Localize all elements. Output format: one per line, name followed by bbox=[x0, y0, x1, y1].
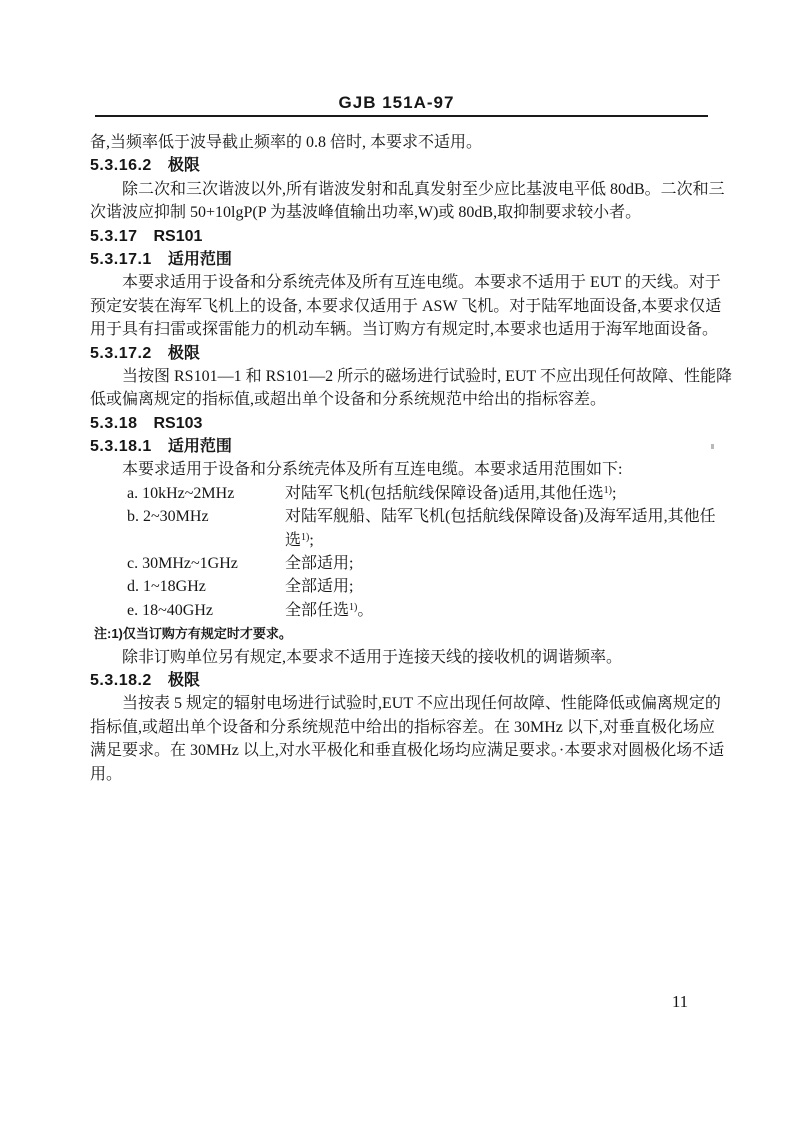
paragraph-line: 低或偏离规定的指标值,或超出单个设备和分系统规范中给出的指标容差。 bbox=[90, 391, 607, 409]
section-title: RS103 bbox=[153, 414, 203, 432]
footnote: 注:1)仅当订购方有规定时才要求。 bbox=[94, 626, 292, 642]
paragraph-line: 除非订购单位另有规定,本要求不适用于连接天线的接收机的调谐频率。 bbox=[122, 648, 623, 666]
section-number: 5.3.17 bbox=[90, 227, 138, 245]
list-item-b bbox=[90, 505, 714, 552]
footnote-marker: 1) bbox=[301, 531, 310, 543]
list-item-e bbox=[90, 599, 714, 622]
section-heading-5-3-16-2 bbox=[90, 154, 714, 177]
section-heading-5-3-17-2 bbox=[90, 342, 714, 365]
section-title: 适用范围 bbox=[167, 250, 232, 268]
section-number: 5.3.17.1 bbox=[90, 250, 152, 268]
list-item-term: c. 30MHz~1GHz bbox=[127, 555, 238, 573]
list-item-desc-line2 bbox=[285, 529, 716, 552]
list-item-desc-tail: 。 bbox=[357, 601, 374, 619]
list-item-desc: 全部适用; bbox=[285, 578, 354, 596]
footnote-marker: 1) bbox=[349, 601, 358, 613]
paragraph-line: 当按图 RS101—1 和 RS101—2 所示的磁场进行试验时, EUT 不应出现任何故障、性能降 bbox=[122, 367, 732, 385]
section-heading-5-3-18-1 bbox=[90, 435, 714, 458]
list-item-term: e. 18~40GHz bbox=[127, 601, 213, 619]
list-item-desc: 全部适用; bbox=[285, 555, 354, 573]
section-heading-5-3-17 bbox=[90, 225, 714, 248]
paragraph-line: 预定安装在海军飞机上的设备, 本要求仅适用于 ASW 飞机。对于陆军地面设备,本要求仅适 bbox=[90, 297, 722, 315]
section-number: 5.3.16.2 bbox=[90, 157, 152, 175]
list-item-desc-line1: 对陆军舰船、陆军飞机(包括航线保障设备)及海军适用,其他任 bbox=[285, 508, 716, 526]
section-heading-5-3-18-2 bbox=[90, 669, 714, 692]
section-title: 适用范围 bbox=[167, 438, 232, 456]
paragraph-line: 用于具有扫雷或探雷能力的机动车辆。当订购方有规定时,本要求也适用于海军地面设备。 bbox=[90, 321, 719, 339]
page-body bbox=[90, 131, 732, 786]
section-title: RS101 bbox=[153, 227, 203, 245]
list-item-desc-tail: ; bbox=[309, 531, 314, 549]
list-item-desc-text: 选 bbox=[285, 531, 302, 549]
footnote-marker: 1) bbox=[603, 484, 613, 496]
list-item-a bbox=[90, 482, 714, 505]
section-number: 5.3.18.2 bbox=[90, 671, 152, 689]
paragraph-line: 本要求适用于设备和分系统壳体及所有互连电缆。本要求不适用于 EUT 的天线。对于 bbox=[122, 274, 721, 292]
section-heading-5-3-17-1 bbox=[90, 248, 714, 271]
paragraph-line: 除二次和三次谐波以外,所有谐波发射和乱真发射至少应比基波电平低 80dB。二次和三 bbox=[122, 180, 725, 198]
list-item-desc-text: 全部任选 bbox=[285, 601, 350, 619]
header-rule bbox=[95, 115, 708, 117]
section-heading-5-3-18 bbox=[90, 412, 714, 435]
paragraph-line: 用。 bbox=[90, 765, 123, 783]
list-item-desc bbox=[285, 599, 373, 622]
paragraph-continuation: 备,当频率低于波导截止频率的 0.8 倍时, 本要求不适用。 bbox=[90, 134, 483, 151]
paragraph-line: 次谐波应抑制 50+10lgP(P 为基波峰值输出功率,W)或 80dB,取抑制要求较小者。 bbox=[90, 204, 642, 222]
section-number: 5.3.17.2 bbox=[90, 344, 152, 362]
paragraph-line: 满足要求。在 30MHz 以上,对水平极化和垂直极化场均应满足要求。·本要求对圆极化场不适 bbox=[90, 742, 725, 760]
scan-artifact bbox=[711, 444, 714, 449]
list-item-term: d. 1~18GHz bbox=[127, 578, 206, 596]
list-item-desc bbox=[285, 482, 616, 505]
paragraph-line: 当按表 5 规定的辐射电场进行试验时,EUT 不应出现任何故障、性能降低或偏离规定的 bbox=[122, 695, 721, 713]
section-title: 极限 bbox=[167, 344, 200, 362]
section-number: 5.3.18.1 bbox=[90, 438, 152, 456]
section-title: 极限 bbox=[167, 157, 200, 175]
list-item-desc-tail: ; bbox=[612, 484, 617, 502]
section-title: 极限 bbox=[167, 671, 200, 689]
list-item-desc bbox=[285, 505, 716, 552]
document-header-title: GJB 151A-97 bbox=[338, 93, 455, 112]
list-item-d bbox=[90, 575, 714, 598]
paragraph-line: 指标值,或超出单个设备和分系统规范中给出的指标容差。在 30MHz 以下,对垂直极化场应 bbox=[90, 718, 715, 736]
list-item-desc-text: 对陆军飞机(包括航线保障设备)适用,其他任选 bbox=[285, 484, 604, 502]
page-number: 11 bbox=[671, 992, 689, 1011]
list-item-term: a. 10kHz~2MHz bbox=[127, 484, 235, 502]
list-item-term: b. 2~30MHz bbox=[127, 508, 209, 526]
paragraph-line: 本要求适用于设备和分系统壳体及所有互连电缆。本要求适用范围如下: bbox=[122, 461, 623, 479]
section-number: 5.3.18 bbox=[90, 414, 138, 432]
list-item-c bbox=[90, 552, 714, 575]
